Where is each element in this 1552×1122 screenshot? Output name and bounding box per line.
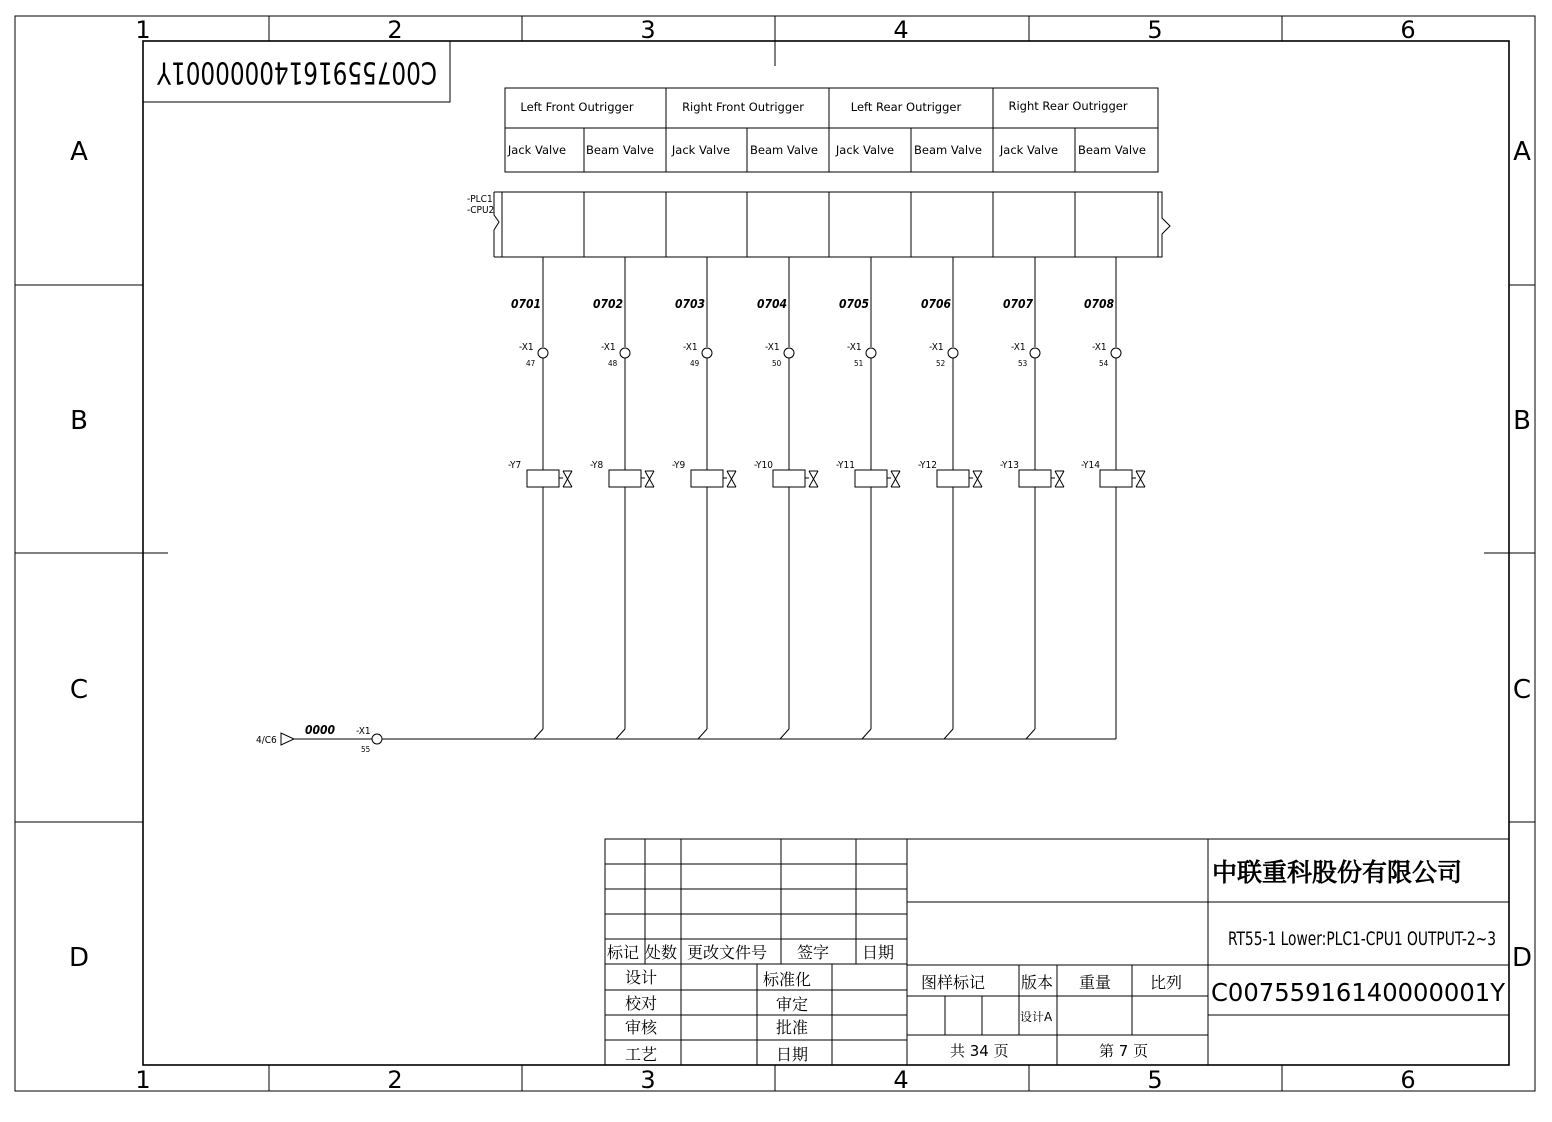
col-label-bottom-3: 3 [640, 1066, 656, 1094]
solenoid-coil-icon-7 [1019, 470, 1051, 487]
common-ref: 4/C6 [256, 735, 277, 746]
terminal-number-3: 49 [690, 359, 700, 368]
solenoid-coil-icon-3 [691, 470, 723, 487]
table-group-left-front: Left Front Outrigger [520, 100, 634, 114]
role-process: 工艺 [625, 1045, 658, 1064]
solenoid-coil-icon-1 [527, 470, 559, 487]
table-group-right-front: Right Front Outrigger [682, 100, 804, 114]
coil-label-3: -Y9 [672, 460, 686, 471]
channel-wire-label-1: 0701 [511, 297, 542, 311]
col-label-top-5: 5 [1147, 16, 1163, 44]
role-audit: 审核 [625, 1018, 658, 1037]
row-label-left-c: C [69, 675, 89, 705]
version-value: 设计A [1020, 1010, 1053, 1024]
table-valve-6: Beam Valve [914, 143, 982, 157]
common-return [281, 733, 1116, 745]
solenoid-coil-icon-8 [1100, 470, 1132, 487]
header-version: 版本 [1021, 973, 1054, 992]
channel-wire-label-5: 0705 [839, 297, 870, 311]
channel-wire-label-4: 0704 [757, 297, 788, 311]
col-label-bottom-2: 2 [387, 1066, 403, 1094]
channel-junction-7 [1026, 729, 1035, 739]
drawing-title: RT55-1 Lower:PLC1-CPU1 OUTPUT-2~3 [1228, 928, 1496, 950]
valve-symbol-icon-6 [973, 471, 982, 487]
valve-symbol-icon-7 [1055, 471, 1064, 487]
role-standard: 标准化 [763, 970, 812, 989]
terminal-icon-4 [784, 348, 794, 358]
coil-label-4: -Y10 [754, 460, 773, 471]
col-label-top-6: 6 [1400, 16, 1416, 44]
col-label-top-2: 2 [387, 16, 403, 44]
terminal-icon-2 [620, 348, 630, 358]
role-design: 设计 [625, 968, 658, 987]
table-valve-2: Beam Valve [586, 143, 654, 157]
coil-label-8: -Y14 [1081, 460, 1100, 471]
row-label-left-b: B [70, 406, 88, 436]
row-label-left-d: D [68, 943, 90, 973]
solenoid-coil-icon-4 [773, 470, 805, 487]
total-pages: 共 34 页 [950, 1042, 1009, 1060]
plc-label: -PLC1 [467, 194, 493, 205]
terminal-number-2: 48 [608, 359, 618, 368]
common-terminal-no: 55 [361, 745, 371, 754]
terminal-number-8: 54 [1099, 359, 1109, 368]
row-label-left-a: A [70, 137, 88, 167]
role-date: 日期 [776, 1045, 809, 1064]
row-label-right-d: D [1511, 943, 1533, 973]
channel-wire-label-6: 0706 [921, 297, 952, 311]
channel-junction-4 [780, 729, 789, 739]
channel-wire-label-8: 0708 [1084, 297, 1115, 311]
terminal-number-1: 47 [526, 359, 536, 368]
drawing-number: C00755916140000001Y [1211, 978, 1506, 1007]
common-wire: 0000 [305, 723, 336, 737]
cpu-label: -CPU2 [467, 205, 495, 216]
channel-wire-label-3: 0703 [675, 297, 706, 311]
col-label-bottom-4: 4 [893, 1066, 909, 1094]
terminal-number-6: 52 [936, 359, 946, 368]
role-review: 审定 [776, 995, 809, 1014]
col-label-bottom-5: 5 [1147, 1066, 1163, 1094]
terminal-label-6: -X1 [929, 342, 944, 353]
row-label-right-a: A [1513, 137, 1531, 167]
company-name: 中联重科股份有限公司 [1212, 858, 1463, 887]
header-sample-mark: 图样标记 [921, 973, 986, 992]
table-group-left-rear: Left Rear Outrigger [850, 100, 962, 114]
terminal-icon-7 [1030, 348, 1040, 358]
terminal-label-5: -X1 [847, 342, 862, 353]
table-valve-8: Beam Valve [1078, 143, 1146, 157]
header-weight: 重量 [1079, 973, 1112, 992]
channel-junction-3 [698, 729, 707, 739]
inner-frame [143, 41, 1509, 1065]
terminal-label-8: -X1 [1092, 342, 1107, 353]
table-valve-4: Beam Valve [750, 143, 818, 157]
valve-symbol-icon-3 [727, 471, 736, 487]
terminal-label-3: -X1 [683, 342, 698, 353]
terminal-icon-8 [1111, 348, 1121, 358]
role-check: 校对 [625, 994, 658, 1013]
solenoid-coil-icon-6 [937, 470, 969, 487]
terminal-label-4: -X1 [765, 342, 780, 353]
terminal-icon-1 [538, 348, 548, 358]
table-valve-3: Jack Valve [671, 143, 731, 157]
channel-junction-2 [616, 729, 625, 739]
terminal-icon-5 [866, 348, 876, 358]
solenoid-coil-icon-5 [855, 470, 887, 487]
table-valve-1: Jack Valve [507, 143, 567, 157]
coil-label-1: -Y7 [508, 460, 522, 471]
header-scale: 比列 [1150, 973, 1183, 992]
table-valve-7: Jack Valve [999, 143, 1059, 157]
channel-junction-6 [944, 729, 953, 739]
channel-junction-1 [534, 729, 543, 739]
col-label-bottom-6: 6 [1400, 1066, 1416, 1094]
row-label-right-c: C [1512, 675, 1532, 705]
col-label-top-1: 1 [135, 16, 151, 44]
terminal-number-4: 50 [772, 359, 782, 368]
channel-junction-5 [862, 729, 871, 739]
channel-wire-label-2: 0702 [593, 297, 624, 311]
rev-header-doc: 更改文件号 [687, 943, 768, 962]
terminal-icon-3 [702, 348, 712, 358]
col-label-top-4: 4 [893, 16, 909, 44]
terminal-number-7: 53 [1018, 359, 1028, 368]
solenoid-coil-icon-2 [609, 470, 641, 487]
off-page-arrow-icon [281, 733, 294, 745]
rev-header-count: 处数 [645, 943, 678, 962]
terminal-label-2: -X1 [601, 342, 616, 353]
valve-symbol-icon-5 [891, 471, 900, 487]
rev-header-date: 日期 [862, 943, 895, 962]
coil-label-6: -Y12 [918, 460, 937, 471]
common-terminal: -X1 [356, 726, 371, 737]
table-valve-5: Jack Valve [835, 143, 895, 157]
terminal-label-1: -X1 [519, 342, 534, 353]
valve-symbol-icon-4 [809, 471, 818, 487]
terminal-number-5: 51 [854, 359, 864, 368]
col-label-bottom-1: 1 [135, 1066, 151, 1094]
output-channels [508, 257, 1145, 739]
channel-wire-label-7: 0707 [1003, 297, 1034, 311]
drawing-code-mirrored: C00755916140000001Y [156, 54, 437, 90]
coil-label-7: -Y13 [1000, 460, 1019, 471]
valve-symbol-icon-2 [645, 471, 654, 487]
row-label-right-b: B [1513, 406, 1531, 436]
valve-symbol-icon-1 [563, 471, 572, 487]
valve-symbol-icon-8 [1136, 471, 1145, 487]
terminal-icon-6 [948, 348, 958, 358]
role-approve: 批准 [776, 1018, 809, 1037]
table-group-right-rear: Right Rear Outrigger [1008, 99, 1128, 113]
plc-output-module [494, 192, 1170, 257]
rev-header-sign: 签字 [797, 943, 830, 962]
col-label-top-3: 3 [640, 16, 656, 44]
terminal-55-icon [372, 734, 382, 744]
page-number: 第 7 页 [1099, 1042, 1149, 1060]
rev-header-mark: 标记 [607, 943, 640, 962]
terminal-label-7: -X1 [1011, 342, 1026, 353]
coil-label-5: -Y11 [836, 460, 855, 471]
coil-label-2: -Y8 [590, 460, 604, 471]
